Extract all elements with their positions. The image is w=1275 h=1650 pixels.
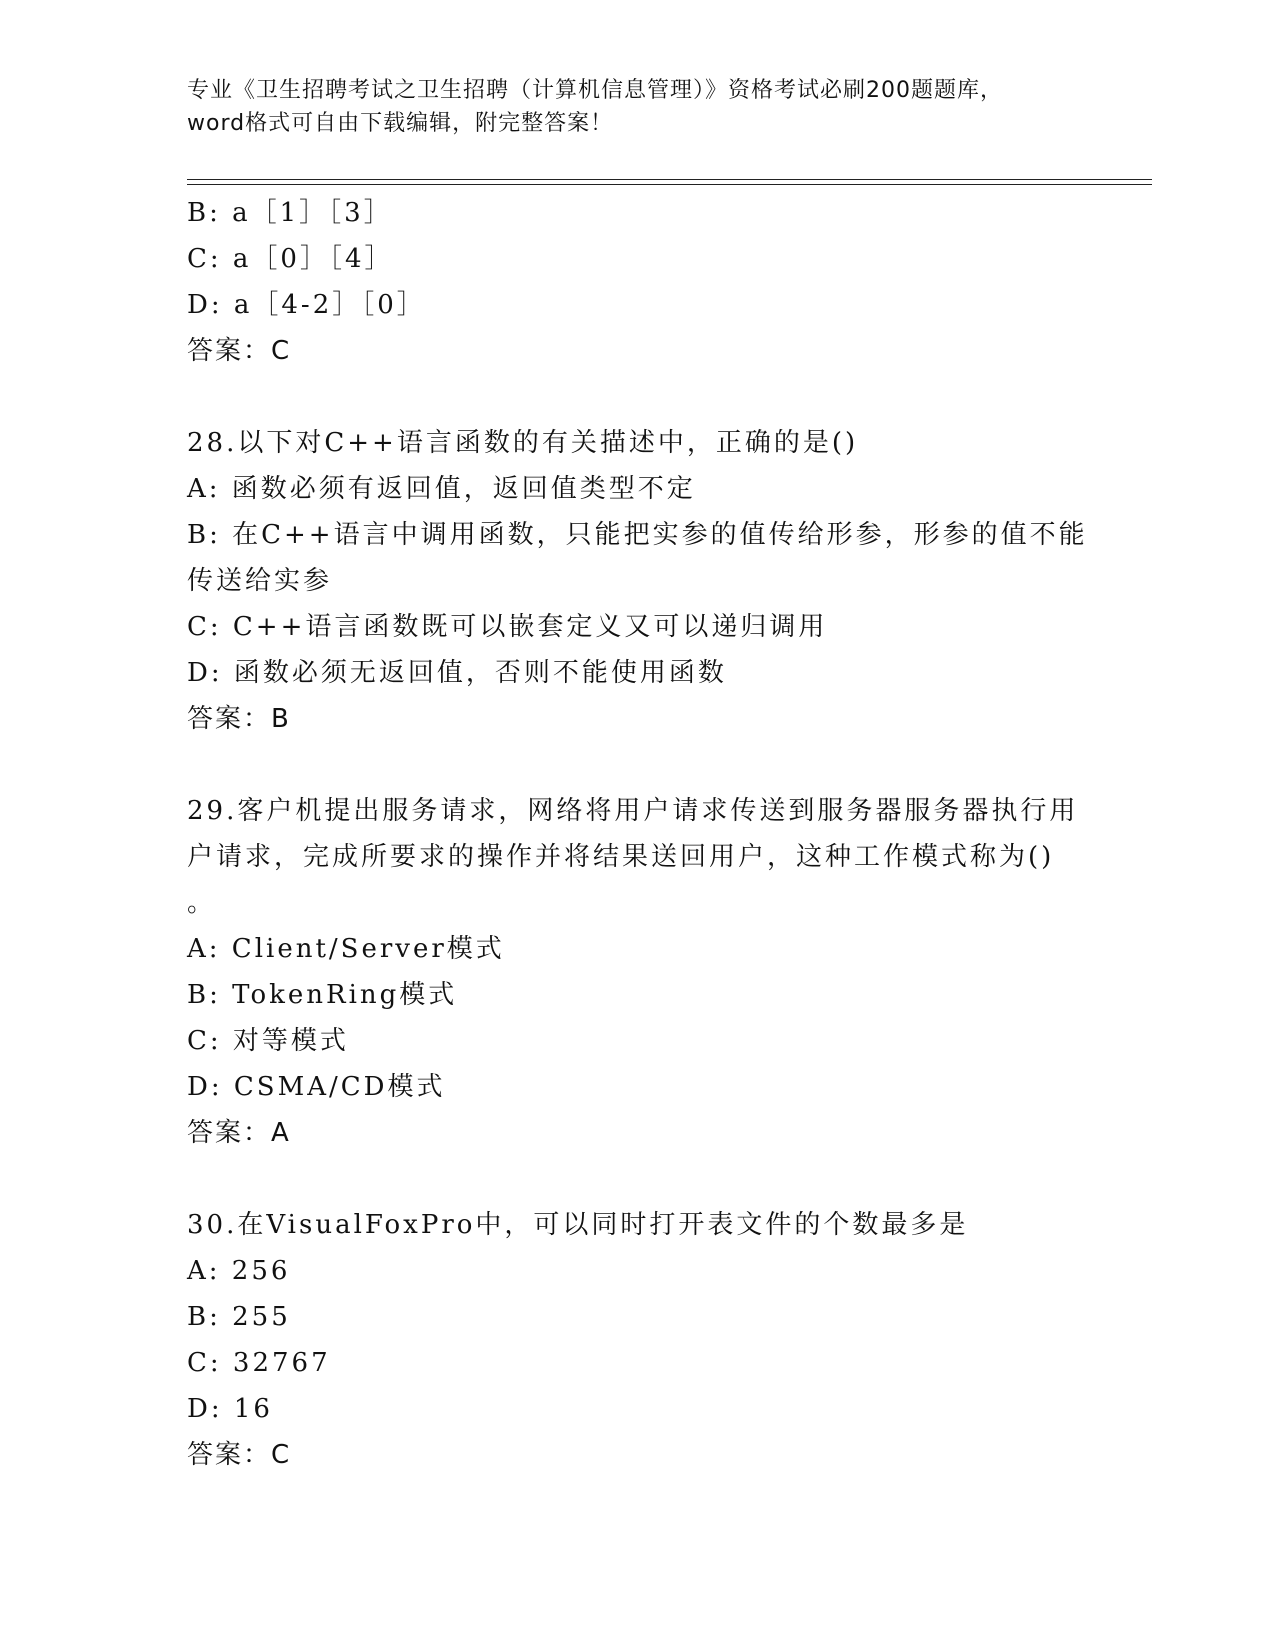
spacer xyxy=(187,374,1067,420)
option-a: A: Client/Server模式 xyxy=(187,934,505,964)
spacer xyxy=(187,742,1067,788)
option-c: C: a［0］［4］ xyxy=(187,244,394,274)
document-header xyxy=(187,74,1087,140)
header-divider-top xyxy=(187,179,1152,180)
option-d: D: CSMA/CD模式 xyxy=(187,1072,446,1102)
header-line-2: word格式可自由下载编辑，附完整答案！ xyxy=(187,111,614,136)
option-d: D: a［4-2］［0］ xyxy=(187,290,426,320)
option-c: C: 32767 xyxy=(187,1348,331,1378)
question-text-end: 。 xyxy=(187,888,217,918)
question-text: 28.以下对C++语言函数的有关描述中，正确的是() xyxy=(187,428,859,458)
option-b: B: a［1］［3］ xyxy=(187,198,393,228)
question-text: 30.在VisualFoxPro中，可以同时打开表文件的个数最多是 xyxy=(187,1210,969,1240)
answer: 答案：C xyxy=(187,336,292,366)
header-divider-bottom xyxy=(187,184,1152,185)
question-28-block xyxy=(187,420,1088,742)
question-29-block xyxy=(187,788,1079,1156)
option-d: D: 16 xyxy=(187,1394,273,1424)
question-list xyxy=(187,190,1088,1478)
answer: 答案：C xyxy=(187,1440,292,1470)
header-line-1: 专业《卫生招聘考试之卫生招聘（计算机信息管理）》资格考试必刷200题题库， xyxy=(187,78,1003,103)
option-b: B: 255 xyxy=(187,1302,291,1332)
question-text: 29.客户机提出服务请求，网络将用户请求传送到服务器服务器执行用 xyxy=(187,796,1079,826)
option-b: B: TokenRing模式 xyxy=(187,980,458,1010)
question-27-block xyxy=(187,190,1067,374)
option-d: D: 函数必须无返回值，否则不能使用函数 xyxy=(187,658,727,688)
answer: 答案：A xyxy=(187,1118,291,1148)
question-text-continued: 户请求，完成所要求的操作并将结果送回用户，这种工作模式称为() xyxy=(187,842,1055,872)
option-b-continued: 传送给实参 xyxy=(187,566,333,596)
option-a: A: 256 xyxy=(187,1256,291,1286)
option-c: C: 对等模式 xyxy=(187,1026,349,1056)
question-30-block xyxy=(187,1202,1067,1478)
spacer xyxy=(187,1156,1067,1202)
answer: 答案：B xyxy=(187,704,291,734)
option-a: A: 函数必须有返回值，返回值类型不定 xyxy=(187,474,696,504)
option-b: B: 在C++语言中调用函数，只能把实参的值传给形参，形参的值不能 xyxy=(187,520,1088,550)
option-c: C: C++语言函数既可以嵌套定义又可以递归调用 xyxy=(187,612,828,642)
